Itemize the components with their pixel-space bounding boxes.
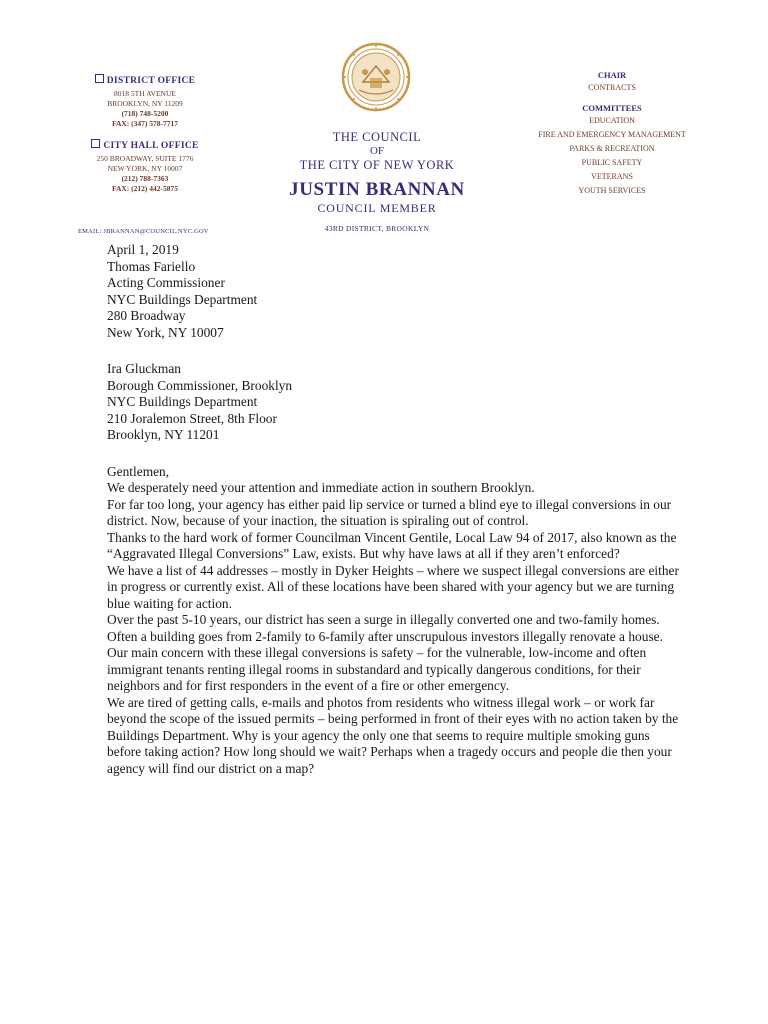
city-hall-phone: (212) 788-7363 [121, 174, 169, 183]
district-office-address2: BROOKLYN, NY 11209 [107, 99, 183, 108]
council-of: OF [369, 145, 385, 157]
office-info [60, 74, 230, 204]
address-line: Ira Gluckman [107, 361, 181, 376]
committee-item: FIRE AND EMERGENCY MANAGEMENT [538, 130, 686, 139]
committee-item: VETERANS [591, 172, 633, 181]
city-hall-office-title [60, 139, 230, 151]
email-address: EMAIL: JBRANNAN@COUNCIL.NYC.GOV [78, 228, 209, 235]
paragraph: Over the past 5-10 years, our district has seen a surge in illegally converted one and two-family homes. Often a building goes from 2-family to 6-family after unscrupulous investors illegally renovate a house. Our main concern with these illegal conversions is safety – for the vulnerable, low-income and often immigrant tenants renting illegal rooms in substandard and typically dangerous conditions, for their neighbors and for first responders in the event of a fire or other emergency. [107, 612, 663, 693]
letterhead-center [270, 130, 484, 233]
city-hall-office-label: CITY HALL OFFICE [103, 141, 199, 151]
committees-heading: COMMITTEES [582, 103, 642, 113]
salutation: Gentlemen, [107, 463, 170, 479]
recipient-address-1 [107, 259, 682, 342]
committee-item: PUBLIC SAFETY [581, 158, 643, 167]
city-council-seal-icon [341, 42, 411, 112]
committee-item: YOUTH SERVICES [578, 186, 646, 195]
council-heading: THE COUNCIL [332, 130, 422, 144]
address-line: New York, NY 10007 [107, 324, 224, 340]
paragraph: For far too long, your agency has either paid lip service or turned a blind eye to illegal conversions in our district. Now, because of your inaction, the situation is spiraling out of control. [107, 496, 672, 528]
district-office-phone: (718) 748-5200 [121, 109, 169, 118]
chair-heading: CHAIR [597, 70, 627, 80]
address-line: Acting Commissioner [107, 275, 225, 290]
paragraph: We are tired of getting calls, e-mails and photos from residents who witness illegal work – or work far beyond the scope of the issued permits – being performed in front of their eyes with no action taken by the Buildings Department. Why is your agency the only one that seems to require multiple smoking guns before taking action? How long should we wait? Perhaps when a tragedy occurs and people die then your agency will find our district on a map? [107, 694, 679, 776]
district-office-block [60, 74, 230, 129]
address-line: Borough Commissioner, Brooklyn [107, 377, 293, 393]
checkbox-icon [91, 139, 100, 148]
chair-item: CONTRACTS [588, 83, 636, 92]
address-line: Thomas Fariello [107, 258, 196, 274]
letter-body [107, 242, 682, 777]
committee-item: PARKS & RECREATION [569, 144, 655, 153]
address-line: NYC Buildings Department [107, 394, 258, 409]
district-office-title [60, 74, 230, 86]
committees-info [522, 70, 702, 198]
paragraph: We desperately need your attention and immediate action in southern Brooklyn. [107, 480, 535, 495]
checkbox-icon [95, 74, 104, 83]
city-hall-office-block [60, 139, 230, 194]
paragraph: We have a list of 44 addresses – mostly in Dyker Heights – where we suspect illegal conversions are either in progress or currently exist. All of these locations have been shared with your agency but we are turning blue waiting for action. [107, 562, 679, 611]
city-heading: THE CITY OF NEW YORK [299, 158, 455, 172]
address-line: 210 Joralemon Street, 8th Floor [107, 410, 277, 426]
committee-item: EDUCATION [589, 116, 635, 125]
member-title: COUNCIL MEMBER [317, 201, 437, 215]
city-hall-address2: NEW YORK, NY 10007 [107, 164, 183, 173]
address-line: Brooklyn, NY 11201 [107, 427, 220, 442]
district-line: 43RD DISTRICT, BROOKLYN [324, 224, 430, 233]
letter-date: April 1, 2019 [107, 242, 179, 257]
member-name: JUSTIN BRANNAN [289, 179, 465, 200]
district-office-label: DISTRICT OFFICE [106, 76, 196, 86]
city-hall-fax: FAX: (212) 442-5875 [111, 184, 179, 193]
address-line: 280 Broadway [107, 308, 186, 323]
recipient-address-2 [107, 361, 682, 444]
district-office-fax: FAX: (347) 578-7717 [111, 119, 179, 128]
district-office-address1: 8018 5TH AVENUE [114, 89, 176, 98]
city-hall-address1: 250 BROADWAY, SUITE 1776 [96, 154, 194, 163]
address-line: NYC Buildings Department [107, 291, 258, 307]
paragraph: Thanks to the hard work of former Councilman Vincent Gentile, Local Law 94 of 2017, also known as the “Aggravated Illegal Conversions” Law, exists. But why have laws at all if they aren’t enforced? [107, 529, 677, 561]
